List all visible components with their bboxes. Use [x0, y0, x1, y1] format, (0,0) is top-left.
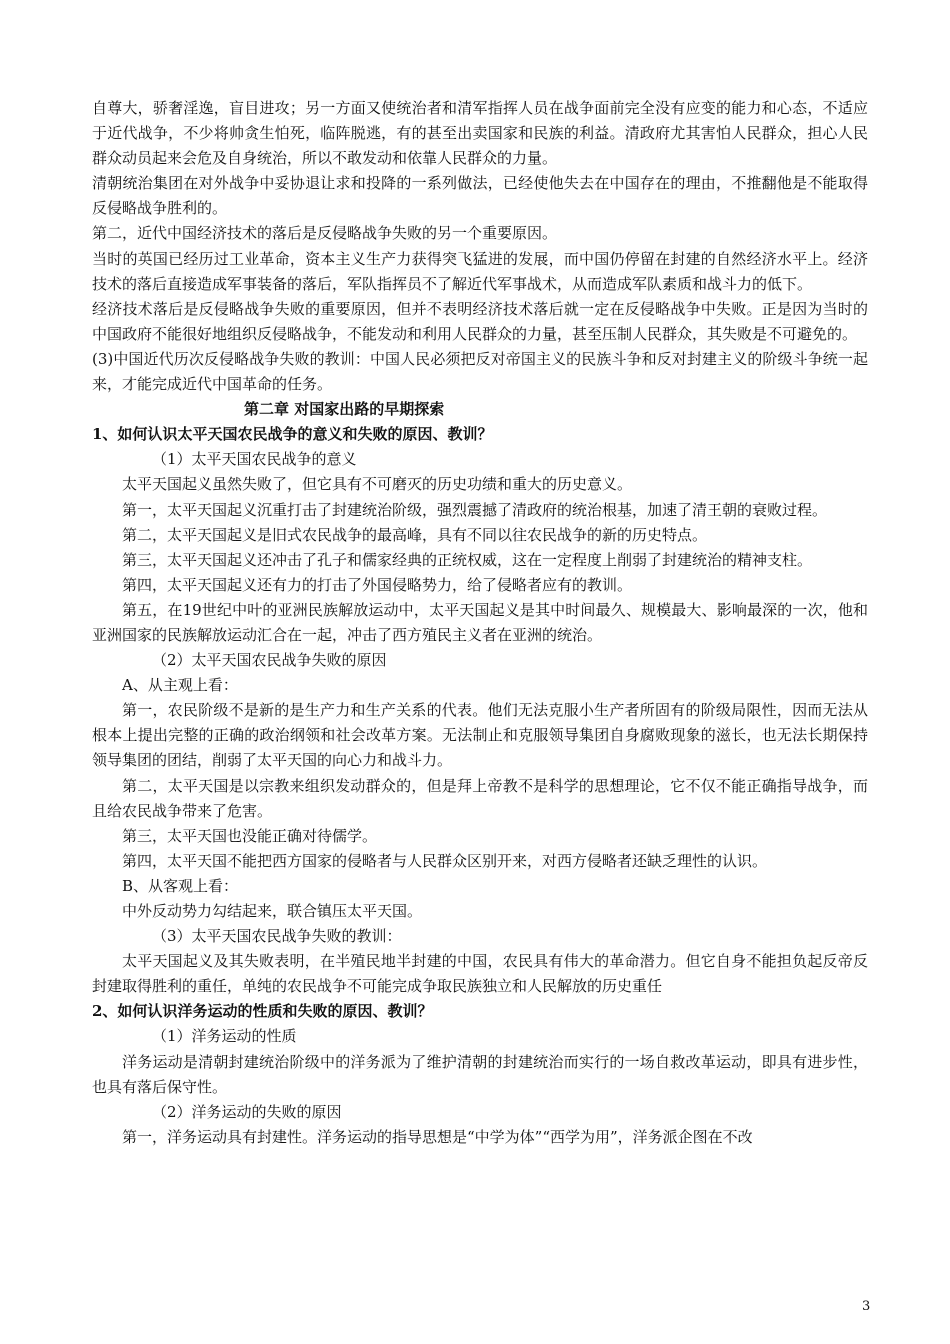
document-body	[92, 96, 868, 1150]
paragraph: A、从主观上看：	[122, 676, 238, 695]
paragraph: 当时的英国已经历过工业革命，资本主义生产力获得突飞猛进的发展，而中国仍停留在封建的自然经济水平上。经济技术的落后直接造成军事装备的落后，军队指挥员不了解近代军事战术，从而造成军队素质和战斗力的低下。	[92, 249, 868, 293]
paragraph: 第二，太平天国是以宗教来组织发动群众的，但是拜上帝教不是科学的思想理论，它不仅不能正确指导战争，而且给农民战争带来了危害。	[92, 776, 868, 820]
paragraph: 第三，太平天国起义还冲击了孔子和儒家经典的正统权威，这在一定程度上削弱了封建统治的精神支柱。	[122, 550, 813, 569]
page-number: 3	[862, 1299, 871, 1314]
paragraph: 第一，农民阶级不是新的是生产力和生产关系的代表。他们无法克服小生产者所固有的阶级局限性，因而无法从根本上提出完整的正确的政治纲领和社会改革方案。无法制止和克服领导集团自身腐败现象的滋长，也无法长期保持领导集团的团结，削弱了太平天国的向心力和战斗力。	[92, 701, 868, 770]
paragraph: 中外反动势力勾结起来，联合镇压太平天国。	[122, 902, 423, 920]
paragraph: 第四，太平天国不能把西方国家的侵略者与人民群众区别开来，对西方侵略者还缺乏理性的认识。	[122, 851, 768, 870]
paragraph: 清朝统治集团在对外战争中妥协退让求和投降的一系列做法，已经使他失去在中国存在的理由，不推翻他是不能取得反侵略战争胜利的。	[92, 174, 868, 218]
paragraph: (3)中国近代历次反侵略战争失败的教训：中国人民必须把反对帝国主义的民族斗争和反对封建主义的阶级斗争统一起来，才能完成近代中国革命的任务。	[92, 349, 868, 394]
section-subheading: （2）洋务运动的失败的原因	[152, 1102, 342, 1121]
paragraph: 太平天国起义虽然失败了，但它具有不可磨灭的历史功绩和重大的历史意义。	[122, 475, 633, 494]
section-subheading: （2）太平天国农民战争失败的原因	[152, 651, 387, 670]
paragraph: 经济技术落后是反侵略战争失败的重要原因，但并不表明经济技术落后就一定在反侵略战争中失败。正是因为当时的中国政府不能很好地组织反侵略战争，不能发动和利用人民群众的力量，甚至压制人民群众，其失败是不可避免的。	[92, 299, 868, 343]
chapter-heading: 第二章 对国家出路的早期探索	[244, 400, 445, 419]
paragraph: 第二，太平天国起义是旧式农民战争的最高峰，具有不同以往农民战争的新的历史特点。	[122, 525, 708, 544]
paragraph: 第五，在19世纪中叶的亚洲民族解放运动中，太平天国起义是其中时间最久、规模最大、影响最深的一次，他和亚洲国家的民族解放运动汇合在一起，冲击了西方殖民主义者在亚洲的统治。	[92, 600, 868, 644]
paragraph: 洋务运动是清朝封建统治阶级中的洋务派为了维护清朝的封建统治而实行的一场自救改革运动，即具有进步性，也具有落后保守性。	[92, 1052, 868, 1096]
section-subheading: （1）洋务运动的性质	[152, 1027, 297, 1046]
paragraph: 第二，近代中国经济技术的落后是反侵略战争失败的另一个重要原因。	[92, 224, 558, 243]
section-subheading: （3）太平天国农民战争失败的教训：	[152, 927, 402, 946]
section-subheading: （1）太平天国农民战争的意义	[152, 450, 357, 469]
paragraph: 第一，洋务运动具有封建性。洋务运动的指导思想是“中学为体”“西学为用”，洋务派企图在不改	[122, 1127, 753, 1146]
question-heading: 2、如何认识洋务运动的性质和失败的原因、教训？	[92, 1002, 433, 1021]
paragraph: 第三，太平天国也没能正确对待儒学。	[122, 826, 378, 845]
paragraph: 第一，太平天国起义沉重打击了封建统治阶级，强烈震撼了清政府的统治根基，加速了清王朝的衰败过程。	[122, 500, 828, 519]
question-heading: 1、如何认识太平天国农民战争的意义和失败的原因、教训？	[92, 425, 493, 444]
paragraph: 第四，太平天国起义还有力的打击了外国侵略势力，给了侵略者应有的教训。	[122, 575, 633, 594]
paragraph: 太平天国起义及其失败表明，在半殖民地半封建的中国，农民具有伟大的革命潜力。但它自身不能担负起反帝反封建取得胜利的重任，单纯的农民战争不可能完成争取民族独立和人民解放的历史重任	[92, 952, 868, 996]
paragraph: B、从客观上看：	[122, 876, 239, 895]
paragraph: 自尊大，骄奢淫逸，盲目进攻；另一方面又使统治者和清军指挥人员在战争面前完全没有应变的能力和心态，不适应于近代战争，不少将帅贪生怕死，临阵脱逃，有的甚至出卖国家和民族的利益。清政府尤其害怕人民群众，担心人民群众动员起来会危及自身统治，所以不敢发动和依靠人民群众的力量。	[92, 99, 868, 168]
